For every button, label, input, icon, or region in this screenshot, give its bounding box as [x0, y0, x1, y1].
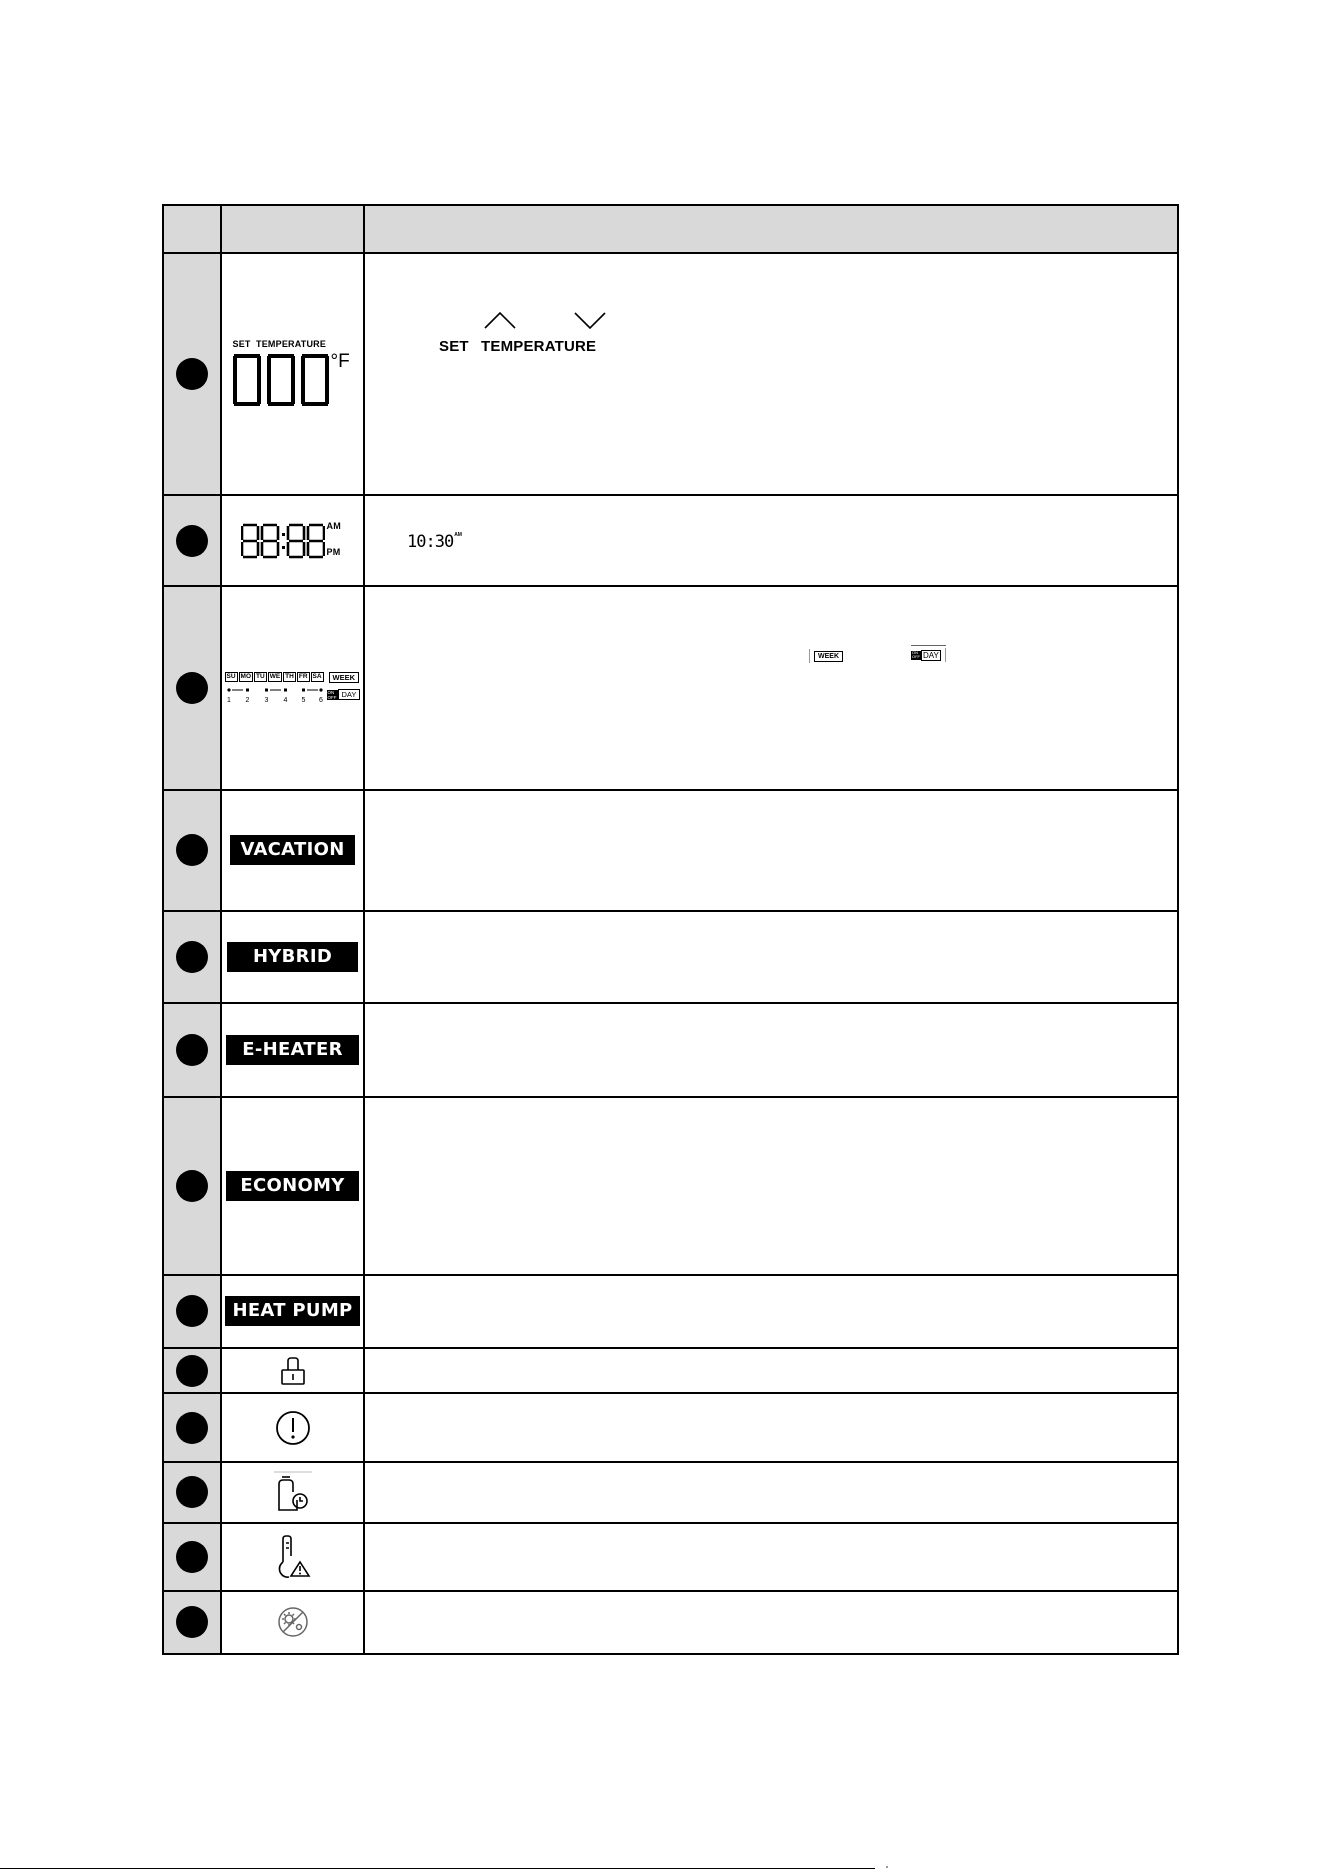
vacation-description [364, 790, 1178, 912]
day-label: DAY [338, 689, 361, 700]
desc-week-label: WEEK [814, 651, 843, 662]
week-schedule-description [364, 586, 1178, 789]
economy-description [364, 1097, 1178, 1275]
on-off-badge: ON OFF [327, 689, 337, 700]
table-row [163, 495, 1178, 587]
display-icon-table [162, 204, 1179, 1655]
table-row [163, 1462, 1178, 1523]
period-5: 5 [301, 696, 305, 704]
vacation-badge: VACATION [230, 835, 354, 865]
digits-000-icon [233, 352, 333, 408]
row-marker [176, 1170, 208, 1202]
set-label: SET [232, 339, 251, 350]
clock-display [221, 495, 364, 587]
day-fr: FR [298, 673, 308, 681]
table-row [163, 1393, 1178, 1461]
day-su: SU [226, 673, 236, 681]
period-1: 1 [226, 696, 231, 704]
lock-description [364, 1348, 1178, 1393]
sterilize-off-icon [276, 1605, 310, 1639]
e-heater-description [364, 1003, 1178, 1097]
row-marker [176, 1355, 208, 1387]
table-row [163, 253, 1178, 495]
pm-label: PM [326, 546, 341, 557]
footer-tick [886, 1866, 888, 1868]
period-3: 3 [264, 696, 268, 704]
desc-on-off-badge: ON OFF [912, 649, 920, 660]
table-row [163, 586, 1178, 789]
heat-pump-badge: HEAT PUMP [225, 1296, 359, 1326]
row-marker [176, 1541, 208, 1573]
table-row [163, 1275, 1178, 1348]
footer-rule [0, 1868, 875, 1869]
alert-description [364, 1393, 1178, 1461]
e-heater-badge: E-HEATER [226, 1035, 359, 1065]
hybrid-description [364, 911, 1178, 1003]
desc-set-label: SET [439, 338, 469, 356]
hybrid-badge: HYBRID [227, 942, 358, 972]
table-row [163, 1348, 1178, 1393]
table-row [163, 1097, 1178, 1275]
thermometer-warning-icon [273, 1534, 313, 1580]
heat-pump-description [364, 1275, 1178, 1348]
chevron-up-icon [483, 310, 517, 330]
desc-time-value: 10:30 [407, 531, 454, 552]
desc-temperature-label: TEMPERATURE [481, 338, 597, 356]
period-timeline-icon [225, 686, 325, 704]
row-marker [176, 941, 208, 973]
row-marker [176, 1606, 208, 1638]
day-mo: MO [240, 673, 252, 681]
am-label: AM [326, 520, 341, 531]
row-marker [176, 1295, 208, 1327]
row-marker [176, 1034, 208, 1066]
chevron-down-icon [573, 310, 607, 330]
day-sa: SA [312, 673, 322, 681]
day-th: TH [285, 673, 294, 681]
header-description [364, 205, 1178, 253]
row-marker [176, 672, 208, 704]
lock-icon [279, 1356, 307, 1386]
set-temperature-description [364, 253, 1178, 495]
period-4: 4 [283, 696, 287, 704]
table-row [163, 1523, 1178, 1590]
table-row [163, 1003, 1178, 1097]
set-temperature-display [221, 253, 364, 495]
row-marker [176, 358, 208, 390]
tank-timer-icon [273, 1470, 313, 1514]
header-display [221, 205, 364, 253]
week-schedule-display [221, 586, 364, 789]
tank-timer-description [364, 1462, 1178, 1523]
desc-day-label: DAY [923, 650, 939, 660]
day-tu: TU [256, 673, 265, 681]
table-row [163, 1591, 1178, 1654]
desc-am-label: AM [454, 531, 462, 538]
table-row [163, 790, 1178, 912]
period-2: 2 [245, 696, 249, 704]
alert-circle-icon [274, 1409, 312, 1447]
week-label: WEEK [329, 672, 360, 683]
economy-badge: ECONOMY [226, 1171, 358, 1201]
row-marker [176, 1412, 208, 1444]
table-row [163, 911, 1178, 1003]
row-marker [176, 1476, 208, 1508]
row-marker [176, 525, 208, 557]
table-header-row [163, 205, 1178, 253]
header-number [163, 205, 221, 253]
temperature-label: TEMPERATURE [256, 339, 327, 350]
clock-description [364, 495, 1178, 587]
thermometer-warning-description [364, 1523, 1178, 1590]
fahrenheit-unit: °F [330, 351, 350, 373]
sterilize-off-description [364, 1591, 1178, 1654]
day-we: WE [269, 673, 281, 681]
digits-8888-icon [241, 523, 325, 559]
period-6: 6 [318, 696, 323, 704]
row-marker [176, 834, 208, 866]
